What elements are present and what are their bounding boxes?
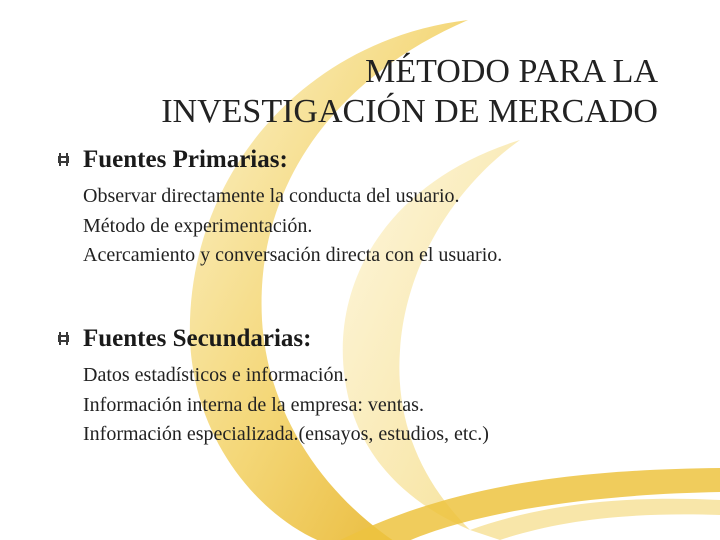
section-items-secundarias	[83, 361, 489, 450]
slide-title-line-2: INVESTIGACIÓN DE MERCADO	[161, 93, 658, 130]
list-item: Datos estadísticos e información.	[83, 364, 349, 386]
section-heading-label: Fuentes Primarias:	[83, 146, 288, 173]
list-item: Acercamiento y conversación directa con el usuario.	[83, 244, 503, 266]
section-heading-label: Fuentes Secundarias:	[83, 325, 312, 352]
square-hash-bullet-icon	[58, 332, 69, 345]
section-heading-primarias	[58, 146, 288, 174]
list-item: Método de experimentación.	[83, 214, 313, 237]
list-item: Observar directamente la conducta del usuario.	[83, 185, 460, 207]
slide-title-line-1: MÉTODO PARA LA	[365, 53, 658, 90]
slide-title	[58, 52, 658, 132]
section-items-primarias	[83, 182, 502, 271]
list-item: Información interna de la empresa: ventas.	[83, 393, 424, 416]
list-item: Información especializada.(ensayos, estudios, etc.)	[83, 423, 489, 445]
section-heading-secundarias	[58, 325, 311, 353]
square-hash-bullet-icon	[58, 153, 69, 166]
